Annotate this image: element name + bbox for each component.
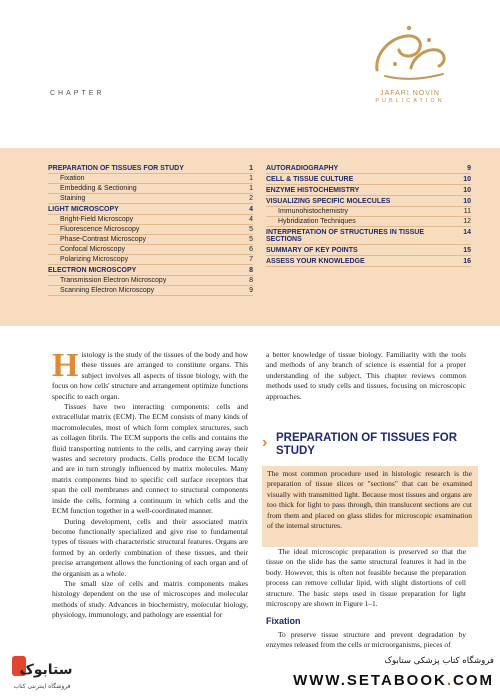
body-paragraph: Tissues have two interacting components: cells and extracellular matrix (ECM). The ECM consists of many kinds of macromolecules, most of which form complex structures, such as collagen fibrils. The ECM supports the cells and contains the fluid transporting nutrients to the cells, and carrying away their wastes and secretory products. Cells produce the ECM locally and are in turn strongly influenced by matrix molecules. Many matrix components bind to specific cell surface receptors that span the cell membranes and connect to structural components inside the cells, forming a continuum in which cells and the ECM function together in a well-coordinated manner.	[52, 402, 248, 516]
toc-entry-label: LIGHT MICROSCOPY	[48, 206, 119, 213]
toc-main-entry[interactable]	[266, 227, 471, 245]
toc-main-entry[interactable]	[266, 256, 471, 267]
toc-page-number: 14	[463, 229, 471, 236]
store-url[interactable]: WWW.SETABOOK.COM	[293, 672, 494, 689]
toc-entry-label: Embedding & Sectioning	[60, 185, 137, 192]
body-paragraph: To preserve tissue structure and prevent degradation by enzymes released from the cells or microorganisms, pieces of	[266, 630, 466, 650]
toc-entry-label: Immunohistochemistry	[278, 208, 349, 215]
toc-sub-entry[interactable]	[48, 225, 253, 235]
body-right-continued	[266, 547, 466, 609]
toc-main-entry[interactable]	[48, 163, 253, 174]
toc-page-number: 10	[463, 176, 471, 183]
toc-entry-label: Transmission Electron Microscopy	[60, 277, 167, 284]
toc-page-number: 1	[249, 175, 253, 182]
toc-sub-entry[interactable]	[266, 217, 471, 227]
toc-entry-label: CELL & TISSUE CULTURE	[266, 176, 354, 183]
section-intro-band	[262, 466, 478, 547]
toc-page-number: 16	[463, 258, 471, 265]
body-paragraph: istology is the study of the tissues of the body and how these tissues are arranged to constitute organs. This subject involves all aspects of tissue biology, with the focus on how cells' structure and arrangement optimize functions specific to each organ.	[52, 350, 248, 401]
toc-sub-entry[interactable]	[48, 286, 253, 296]
toc-page-number: 9	[467, 165, 471, 172]
table-of-contents	[0, 148, 500, 326]
chevron-right-icon: ›	[262, 434, 268, 451]
setabook-logo-icon	[8, 650, 72, 694]
svg-text:فروشگاه اینترنتی کتاب: فروشگاه اینترنتی کتاب	[13, 683, 71, 690]
body-paragraph: The ideal microscopic preparation is preserved so that the tissue on the slide has the same structural features it had in the body. However, this is often not feasible because the preparation process can remove cellular lipid, with slight distortions of cell structure. The basic steps used in tissue preparation for light microscopy are shown in Figure 1–1.	[266, 547, 466, 609]
toc-entry-label: VISUALIZING SPECIFIC MOLECULES	[266, 198, 391, 205]
setabook-logo	[8, 650, 72, 694]
publisher-logo	[360, 18, 460, 128]
toc-entry-label: ENZYME HISTOCHEMISTRY	[266, 187, 360, 194]
toc-sub-entry[interactable]	[266, 207, 471, 217]
toc-page-number: 10	[463, 198, 471, 205]
toc-sub-entry[interactable]	[48, 174, 253, 184]
toc-page-number: 15	[463, 247, 471, 254]
toc-main-entry[interactable]	[48, 265, 253, 276]
toc-entry-label: ELECTRON MICROSCOPY	[48, 267, 137, 274]
toc-sub-entry[interactable]	[48, 276, 253, 286]
toc-left-column	[48, 163, 253, 296]
section-title: PREPARATION OF TISSUES FOR STUDY	[276, 432, 458, 457]
calligraphy-logo-icon	[365, 18, 455, 88]
toc-page-number: 7	[249, 256, 253, 263]
toc-page-number: 8	[249, 267, 253, 274]
toc-entry-label: AUTORADIOGRAPHY	[266, 165, 339, 172]
toc-entry-label: Hybridization Techniques	[278, 218, 356, 225]
toc-entry-label: INTERPRETATION OF STRUCTURES IN TISSUE SECTIONS	[266, 229, 425, 243]
toc-page-number: 8	[249, 277, 253, 284]
chapter-label: CHAPTER	[50, 90, 105, 97]
toc-page-number: 11	[463, 208, 471, 215]
subsection-heading: Fixation	[266, 616, 301, 626]
toc-sub-entry[interactable]	[48, 255, 253, 265]
toc-entry-label: Confocal Microscopy	[60, 246, 125, 253]
toc-right-column	[266, 163, 471, 267]
store-name: فروشگاه کتاب پزشکی ستابوک	[384, 656, 494, 666]
body-paragraph: a better knowledge of tissue biology. Familiarity with the tools and methods of any branch of science is essential for a proper understanding of the subject. This chapter reviews common methods used to study cells and tissues, focusing on microscopic approaches.	[266, 350, 466, 401]
section-heading	[262, 432, 472, 470]
toc-page-number: 12	[463, 218, 471, 225]
toc-page-number: 1	[249, 185, 253, 192]
svg-text:ستابوک: ستابوک	[19, 662, 72, 678]
toc-sub-entry[interactable]	[48, 194, 253, 204]
body-left-column	[52, 347, 248, 621]
toc-page-number: 6	[249, 246, 253, 253]
toc-entry-label: Phase-Contrast Microscopy	[60, 236, 146, 243]
toc-sub-entry[interactable]	[48, 215, 253, 225]
toc-sub-entry[interactable]	[48, 245, 253, 255]
toc-entry-label: PREPARATION OF TISSUES FOR STUDY	[48, 165, 184, 172]
toc-entry-label: ASSESS YOUR KNOWLEDGE	[266, 258, 365, 265]
body-right-intro	[266, 350, 466, 402]
toc-page-number: 1	[249, 165, 253, 172]
toc-entry-label: Bright-Field Microscopy	[60, 216, 134, 223]
toc-main-entry[interactable]	[266, 245, 471, 256]
toc-entry-label: Scanning Electron Microscopy	[60, 287, 155, 294]
toc-page-number: 2	[249, 195, 253, 202]
body-paragraph: The most common procedure used in histologic research is the preparation of tissue slices or "sections" that can be examined visually with transmitted light. Because most tissues and organs are too thick for light to pass through, thin translucent sections are cut from them and placed on glass slides for microscopic examination of the internal structures.	[267, 469, 472, 531]
toc-entry-label: Polarizing Microscopy	[60, 256, 129, 263]
toc-entry-label: Fluorescence Microscopy	[60, 226, 140, 233]
toc-page-number: 5	[249, 226, 253, 233]
toc-page-number: 10	[463, 187, 471, 194]
dropcap: H	[52, 347, 79, 384]
toc-page-number: 4	[249, 216, 253, 223]
toc-main-entry[interactable]	[266, 196, 471, 207]
toc-entry-label: Staining	[60, 195, 86, 202]
toc-sub-entry[interactable]	[48, 235, 253, 245]
toc-main-entry[interactable]	[48, 204, 253, 215]
toc-entry-label: Fixation	[60, 175, 85, 182]
toc-entry-label: SUMMARY OF KEY POINTS	[266, 247, 358, 254]
toc-page-number: 4	[249, 206, 253, 213]
body-paragraph: The small size of cells and matrix components makes histology dependent on the use of microscopes and molecular methods of study. Advances in biochemistry, molecular biology, physiology, immunology, and pathology are essential for	[52, 578, 248, 620]
toc-main-entry[interactable]	[266, 163, 471, 174]
logo-publication: PUBLICATION	[375, 98, 445, 104]
body-paragraph: During development, cells and their associated matrix become functionally specialized and give rise to fundamental types of tissues with characteristic structural features. Organs are formed by an orderly combination of these tissues, and their precise arrangement allows the functioning of each organ and of the organism as a whole.	[52, 516, 248, 578]
toc-sub-entry[interactable]	[48, 184, 253, 194]
toc-page-number: 5	[249, 236, 253, 243]
toc-page-number: 9	[249, 287, 253, 294]
logo-name: JAFARI NOVIN	[380, 90, 440, 97]
body-right-fixation	[266, 630, 466, 651]
toc-main-entry[interactable]	[266, 174, 471, 185]
toc-main-entry[interactable]	[266, 185, 471, 196]
